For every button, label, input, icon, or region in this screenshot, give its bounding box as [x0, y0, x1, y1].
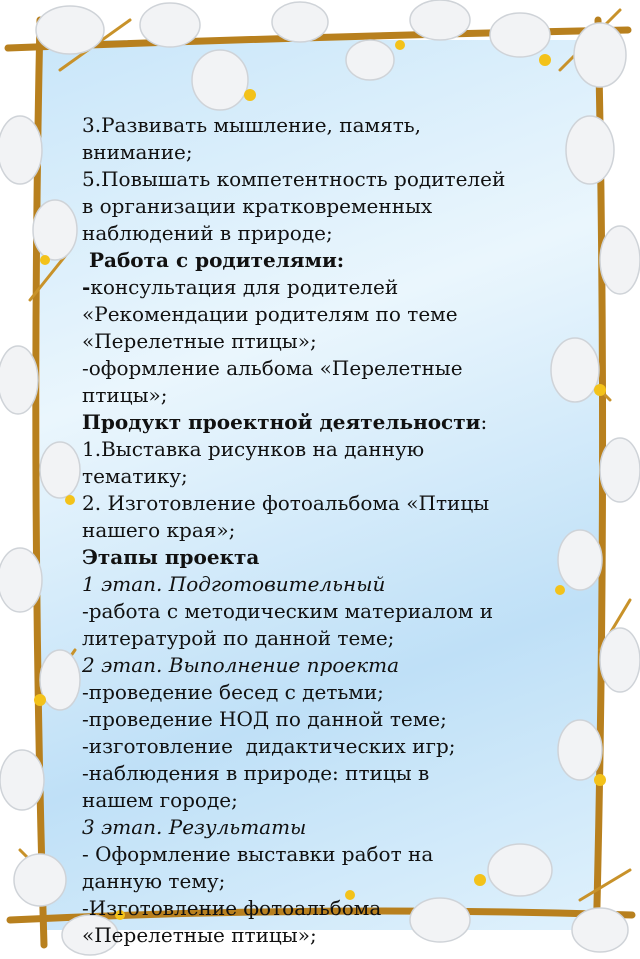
heading-colon: : — [480, 410, 488, 434]
text-line: литературой по данной теме; — [82, 626, 395, 650]
text-line: -работа с методическим материалом и — [82, 599, 494, 623]
text-line: -Изготовление фотоальбома — [82, 896, 382, 920]
heading-bold-part: Продукт проектной деятельности — [82, 410, 481, 434]
section-heading-product — [82, 409, 582, 436]
text-line: «Рекомендации родителям по теме — [82, 302, 458, 326]
text-line: 1.Выставка рисунков на данную — [82, 437, 425, 461]
text-line: - Оформление выставки работ на — [82, 842, 434, 866]
text-line-rest: консультация для родителей — [90, 275, 399, 299]
text-line: -наблюдения в природе: птицы в — [82, 761, 430, 785]
text-line: наблюдений в природе; — [82, 221, 333, 245]
stage-heading-3: 3 этап. Результаты — [82, 815, 307, 839]
text-line: -оформление альбома «Перелетные — [82, 356, 463, 380]
section-heading-parents: Работа с родителями: — [82, 248, 345, 272]
text-line: «Перелетные птицы»; — [82, 329, 317, 353]
document-text — [82, 112, 582, 949]
text-line: -проведение НОД по данной теме; — [82, 707, 447, 731]
text-line: нашего края»; — [82, 518, 236, 542]
text-line: данную тему; — [82, 869, 226, 893]
section-heading-stages: Этапы проекта — [82, 545, 260, 569]
text-line: «Перелетные птицы»; — [82, 923, 317, 947]
text-line: внимание; — [82, 140, 193, 164]
text-line: в организации кратковременных — [82, 194, 433, 218]
bold-dash: - — [82, 275, 91, 299]
text-line: нашем городе; — [82, 788, 238, 812]
text-line: -проведение бесед с детьми; — [82, 680, 384, 704]
text-line: 3.Развивать мышление, память, — [82, 113, 422, 137]
text-line — [82, 274, 582, 301]
stage-heading-2: 2 этап. Выполнение проекта — [82, 653, 400, 677]
text-line: 5.Повышать компетентность родителей — [82, 167, 506, 191]
text-line: птицы»; — [82, 383, 168, 407]
text-line: тематику; — [82, 464, 188, 488]
text-line: 2. Изготовление фотоальбома «Птицы — [82, 491, 490, 515]
stage-heading-1: 1 этап. Подготовительный — [82, 572, 386, 596]
text-line: -изготовление дидактических игр; — [82, 734, 456, 758]
